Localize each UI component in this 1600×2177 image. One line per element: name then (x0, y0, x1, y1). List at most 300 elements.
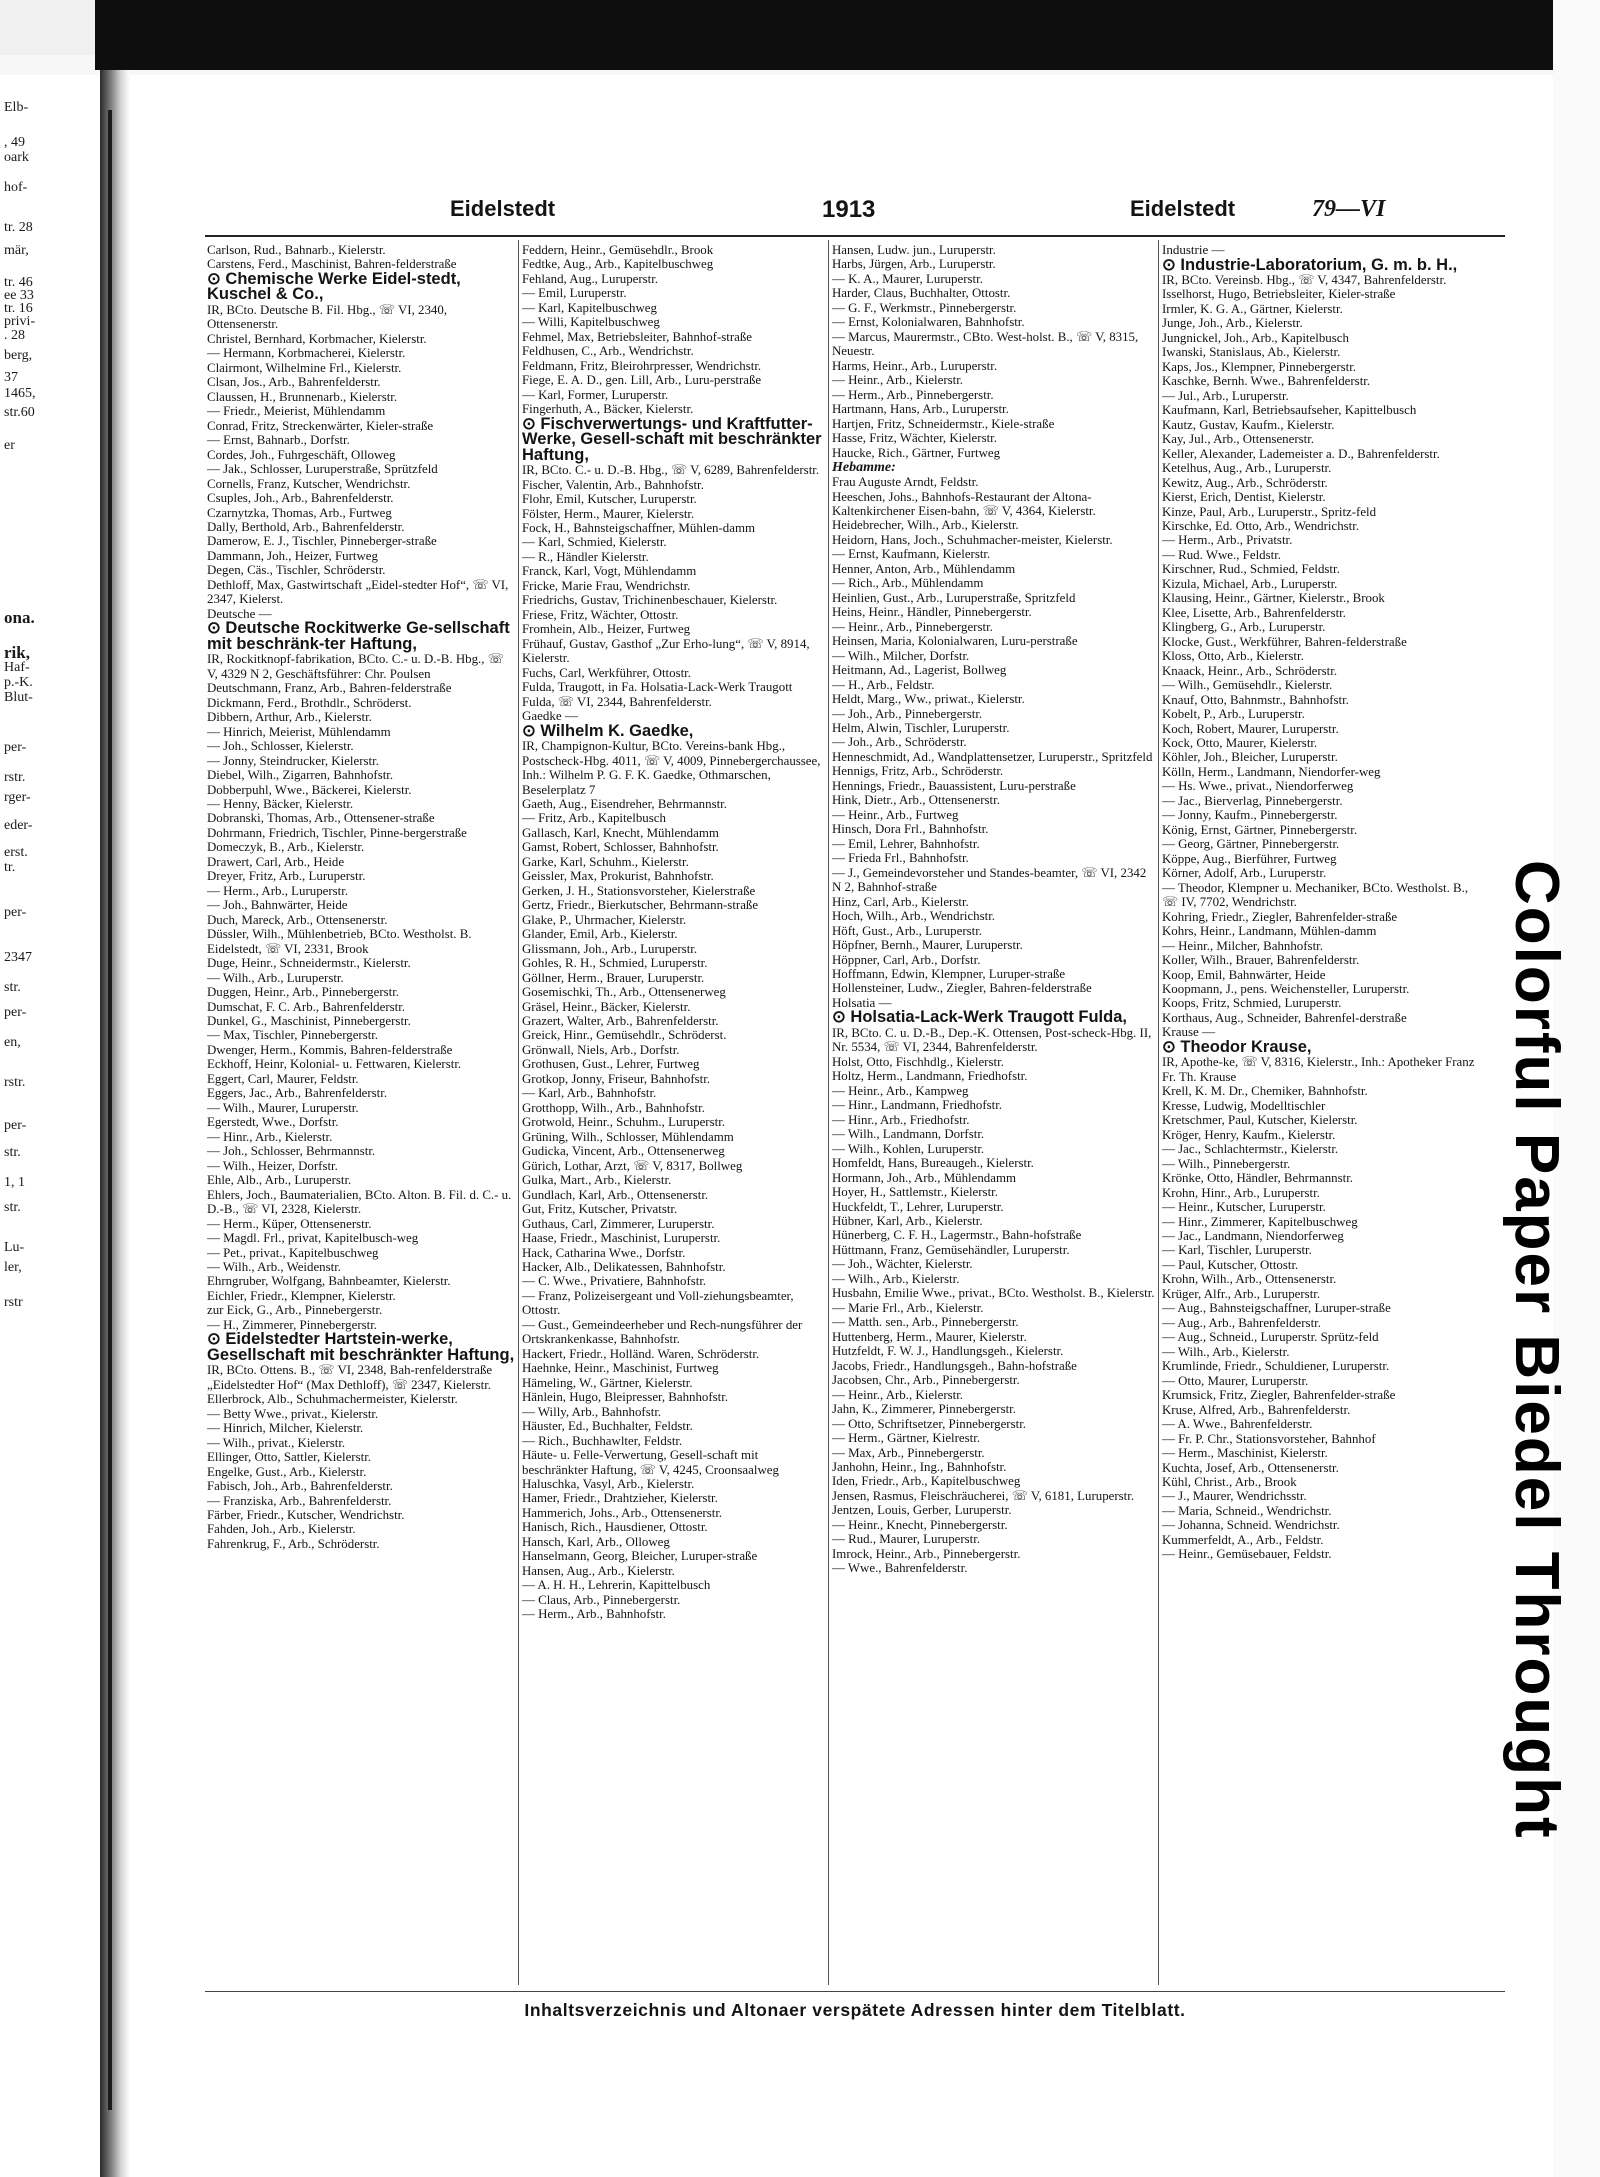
directory-entry: Kretschmer, Paul, Kutscher, Kielerstr. (1162, 1113, 1358, 1128)
stub-fragment: 2347 (4, 950, 32, 965)
directory-entry: — Herm., Arb., Privatstr. (1162, 533, 1293, 548)
directory-entry: Knaack, Heinr., Arb., Schröderstr. (1162, 663, 1338, 678)
directory-entry: Kock, Otto, Maurer, Kielerstr. (1162, 736, 1318, 750)
directory-entry: Grazert, Walter, Arb., Bahrenfelderstr. (522, 1014, 719, 1028)
directory-entry: Ehlers, Joch., Baumaterialien, BCto. Alton. B. Fil. d. C.- u. D.-B., ☏ VI, 2328, Kielerstr. (207, 1187, 512, 1217)
directory-entry: Damerow, E. J., Tischler, Pinneberger-straße (207, 534, 437, 549)
directory-entry: — Betty Wwe., privat., Kielerstr. (207, 1406, 379, 1421)
directory-entry: Diebel, Wilh., Zigarren, Bahnhofstr. (207, 768, 394, 783)
directory-entry: — Jak., Schlosser, Luruperstraße, Sprützfeld (207, 462, 438, 477)
stub-fragment: ona. (4, 608, 35, 627)
directory-entry: Friese, Fritz, Wächter, Ottostr. (522, 607, 679, 622)
directory-entry: — Wilh., Landmann, Dorfstr. (832, 1127, 985, 1142)
directory-entry: — Heinr., Arb., Kielerstr. (832, 1387, 964, 1402)
directory-entry: — Rud. Wwe., Feldstr. (1162, 547, 1281, 562)
directory-entry: Fuchs, Carl, Werkführer, Ottostr. (522, 665, 691, 680)
directory-entry: Gerken, J. H., Stationsvorsteher, Kielerstraße (522, 883, 756, 898)
directory-entry: — Emil, Luruperstr. (522, 286, 627, 301)
directory-entry: — Aug., Schneid., Luruperstr. Sprütz-feld (1162, 1330, 1379, 1345)
directory-entry: Koop, Emil, Bahnwärter, Heide (1162, 967, 1326, 982)
directory-entry: — Joh., Bahnwärter, Heide (207, 898, 348, 913)
directory-entry: — Wilh., Gemüsehdlr., Kielerstr. (1162, 678, 1333, 693)
directory-entry: Hartjen, Fritz, Schneidermstr., Kiele-straße (832, 416, 1055, 431)
stub-fragment: str.60 (4, 405, 35, 420)
stub-fragment: rger- (4, 790, 31, 805)
directory-entry: Holst, Otto, Fischhdlg., Kielerstr. (832, 1054, 1004, 1069)
directory-entry: — Rud., Maurer, Luruperstr. (832, 1532, 981, 1547)
directory-entry: Hasse, Fritz, Wächter, Kielerstr. (832, 431, 997, 446)
directory-entry: Dohrmann, Friedrich, Tischler, Pinne-bergerstraße (207, 825, 467, 840)
header-rule (205, 235, 1505, 237)
directory-entry: — Willy, Arb., Bahnhofstr. (522, 1404, 662, 1419)
directory-entry: — Paul, Kutscher, Ottostr. (1162, 1257, 1299, 1272)
stub-fragment: Blut- (4, 690, 33, 705)
directory-entry: Kautz, Gustav, Kaufm., Kielerstr. (1162, 417, 1335, 432)
directory-entry: — Ernst, Bahnarb., Dorfstr. (207, 433, 350, 448)
directory-entry: — Wilh., Arb., Luruperstr. (207, 970, 344, 985)
stub-fragment: tr. 16 (4, 301, 33, 316)
directory-entry: Husbahn, Emilie Wwe., privat., BCto. Westholst. B., Kielerstr. (832, 1286, 1155, 1301)
firm-entry: ⊙ Wilhelm K. Gaedke, (522, 721, 694, 740)
directory-entry: Cordes, Joh., Fuhrgeschäft, Olloweg (207, 447, 396, 462)
directory-entry: Fromhein, Alb., Heizer, Furtweg (522, 622, 691, 637)
directory-entry: Hinsch, Dora Frl., Bahnhofstr. (832, 822, 989, 837)
stub-fragment: tr. (4, 860, 16, 875)
stub-fragment: 1465, (4, 386, 36, 401)
book-gutter (100, 70, 130, 2177)
directory-entry: — Wilh., Maurer, Luruperstr. (207, 1100, 359, 1115)
directory-entry: Keller, Alexander, Lademeister a. D., Bahrenfelderstr. (1162, 446, 1440, 461)
directory-entry: Kröger, Henry, Kaufm., Kielerstr. (1162, 1127, 1336, 1142)
directory-entry: Dobberpuhl, Wwe., Bäckerei, Kielerstr. (207, 782, 412, 797)
directory-entry: — Jac., Schlachtermstr., Kielerstr. (1162, 1142, 1339, 1157)
directory-entry: — Jac., Landmann, Niendorferweg (1162, 1229, 1344, 1243)
directory-entry: Hammerich, Johs., Arb., Ottensenerstr. (522, 1505, 723, 1520)
firm-entry: ⊙ Holsatia-Lack-Werk Traugott Fulda, (832, 1008, 1127, 1027)
directory-entry: Krumlinde, Friedr., Schuldiener, Luruperstr. (1162, 1359, 1390, 1374)
directory-entry: Gulka, Mart., Arb., Kielerstr. (522, 1173, 672, 1188)
directory-entry: Koller, Wilh., Brauer, Bahrenfelderstr. (1162, 953, 1360, 968)
directory-entry: Gertz, Friedr., Bierkutscher, Behrmann-straße (522, 898, 759, 913)
directory-entry: Henneschmidt, Ad., Wandplattensetzer, Luruperstr., Spritzfeld (832, 749, 1153, 764)
directory-entry: Harder, Claus, Buchhalter, Ottostr. (832, 286, 1011, 301)
directory-column-1 (207, 243, 515, 1983)
directory-entry: — Jul., Arb., Luruperstr. (1162, 388, 1289, 403)
directory-entry: — Heinr., Knecht, Pinnebergerstr. (832, 1517, 1008, 1532)
directory-entry: Irmler, K. G. A., Gärtner, Kielerstr. (1162, 301, 1343, 316)
directory-entry: Hansen, Ludw. jun., Luruperstr. (832, 243, 996, 257)
directory-entry: Haehnke, Heinr., Maschinist, Furtweg (522, 1361, 719, 1376)
section-heading: Hebamme: (832, 460, 896, 476)
directory-entry: — R., Händler Kielerstr. (522, 549, 649, 564)
directory-entry: Häuster, Ed., Buchhalter, Feldstr. (522, 1419, 693, 1434)
directory-entry: Gamst, Robert, Schlosser, Bahnhofstr. (522, 840, 719, 855)
directory-entry: Eggers, Jac., Arb., Bahrenfelderstr. (207, 1086, 388, 1101)
directory-entry: Gallasch, Karl, Knecht, Mühlendamm (522, 825, 719, 840)
directory-entry: Hollensteiner, Ludw., Ziegler, Bahren-felderstraße (832, 981, 1092, 996)
directory-entry: Feldhusen, C., Arb., Wendrichstr. (522, 344, 694, 359)
directory-entry: — Karl, Kapitelbuschweg (522, 300, 657, 315)
directory-entry: Dibbern, Arthur, Arb., Kielerstr. (207, 710, 372, 725)
directory-entry: — Joh., Wächter, Kielerstr. (832, 1257, 973, 1272)
directory-entry: Heitmann, Ad., Lagerist, Bollweg (832, 663, 1007, 678)
stub-fragment: ler, (4, 1260, 22, 1275)
directory-entry: Deutschmann, Franz, Arb., Bahren-felderstraße (207, 681, 452, 696)
directory-entry: — G. F., Werkmstr., Pinnebergerstr. (832, 300, 1017, 315)
section-heading: Holsatia — (832, 994, 892, 1010)
directory-entry: — Emil, Lehrer, Bahnhofstr. (832, 836, 980, 851)
directory-entry: — Jonny, Kaufm., Pinnebergerstr. (1162, 808, 1338, 823)
directory-entry: Frau Auguste Arndt, Feldstr. (832, 475, 979, 490)
directory-entry: — Henny, Bäcker, Kielerstr. (207, 796, 354, 811)
directory-entry: Hansch, Karl, Arb., Olloweg (522, 1534, 670, 1549)
directory-entry: Klee, Lisette, Arb., Bahrenfelderstr. (1162, 605, 1346, 620)
directory-entry: zur Eick, G., Arb., Pinnebergerstr. (207, 1303, 383, 1318)
directory-entry: — Willi, Kapitelbuschweg (522, 315, 660, 330)
directory-entry: Fölster, Herm., Maurer, Kielerstr. (522, 506, 695, 521)
directory-entry: — Wilh., Kohlen, Luruperstr. (832, 1141, 985, 1156)
directory-entry: Hübner, Karl, Arb., Kielerstr. (832, 1214, 983, 1228)
directory-entry: Guthaus, Carl, Zimmerer, Luruperstr. (522, 1216, 715, 1231)
directory-entry: Huckfeldt, T., Lehrer, Luruperstr. (832, 1199, 1004, 1214)
directory-entry: Kresse, Ludwig, Modelltischler (1162, 1098, 1326, 1113)
directory-entry: Homfeldt, Hans, Bureaugeh., Kielerstr. (832, 1156, 1034, 1171)
directory-entry: Feddern, Heinr., Gemüsehdlr., Brook (522, 243, 714, 257)
directory-entry: — Otto, Maurer, Luruperstr. (1162, 1373, 1309, 1388)
directory-entry: Häute- u. Felle-Verwertung, Gesell-schaft mit beschränkter Haftung, ☏ V, 4245, Croonsaalweg (522, 1448, 779, 1477)
directory-entry: Hennigs, Fritz, Arb., Schröderstr. (832, 764, 1004, 779)
edge-label: Colorful Paper Biedel Throught (1502, 860, 1571, 1840)
directory-entry: Hinz, Carl, Arb., Kielerstr. (832, 894, 969, 909)
firm-entry: ⊙ Theodor Krause, (1162, 1037, 1312, 1056)
directory-entry: — Joh., Schlosser, Behrmannstr. (207, 1144, 376, 1159)
directory-entry: Haluschka, Vasyl, Arb., Kielerstr. (522, 1477, 695, 1491)
directory-entry: Krohn, Hinr., Arb., Luruperstr. (1162, 1185, 1320, 1200)
directory-entry: Gosemischki, Th., Arb., Ottensenerweg (522, 985, 726, 1000)
stub-fragment: 1, 1 (4, 1175, 25, 1190)
stub-fragment: rstr (4, 1295, 23, 1310)
directory-entry: Hartmann, Hans, Arb., Luruperstr. (832, 402, 1009, 417)
directory-entry: Garke, Karl, Schuhm., Kielerstr. (522, 854, 689, 869)
directory-entry: IR, BCto. C.- u. D.-B. Hbg., ☏ V, 6289, Bahrenfelderstr. (522, 463, 820, 478)
directory-entry: Krell, K. M. Dr., Chemiker, Bahnhofstr. (1162, 1084, 1368, 1099)
stub-fragment: eder- (4, 818, 33, 833)
directory-entry: Gudicka, Vincent, Arb., Ottensenerweg (522, 1144, 725, 1159)
stub-fragment: per- (4, 905, 27, 920)
page-footer: Inhaltsverzeichnis und Altonaer verspätete Adressen hinter dem Titelblatt. (524, 2000, 1186, 2020)
directory-entry: — Jonny, Steindrucker, Kielerstr. (207, 753, 379, 768)
column-divider (828, 240, 829, 1985)
directory-entry: Kaschke, Bernh. Wwe., Bahrenfelderstr. (1162, 374, 1371, 389)
directory-entry: Fischer, Valentin, Arb., Bahnhofstr. (522, 477, 704, 492)
directory-entry: — Heinr., Arb., Pinnebergerstr. (832, 619, 993, 634)
directory-entry: — Marie Frl., Arb., Kielerstr. (832, 1300, 984, 1315)
directory-entry: Carstens, Ferd., Maschinist, Bahren-felderstraße (207, 257, 457, 272)
directory-entry: Ketelhus, Aug., Arb., Luruperstr. (1162, 461, 1332, 476)
stub-fragment: Haf- (4, 660, 30, 675)
directory-entry: Kirschke, Ed. Otto, Arb., Wendrichstr. (1162, 518, 1360, 533)
directory-entry: — Max, Tischler, Pinnebergerstr. (207, 1028, 379, 1043)
directory-entry: Höpfner, Bernh., Maurer, Luruperstr. (832, 938, 1023, 953)
stub-fragment: str. (4, 1145, 21, 1160)
directory-entry: Egerstedt, Wwe., Dorfstr. (207, 1115, 339, 1130)
directory-entry: Hoyer, H., Sattlemstr., Kielerstr. (832, 1185, 998, 1200)
directory-entry: Hackert, Friedr., Holländ. Waren, Schröderstr. (522, 1346, 760, 1361)
scan-margin-left (0, 0, 95, 55)
directory-entry: Kohrs, Heinr., Landmann, Mühlen-damm (1162, 924, 1377, 939)
directory-entry: — Joh., Arb., Schröderstr. (832, 735, 967, 750)
directory-entry: Ehrngruber, Wolfgang, Bahnbeamter, Kielerstr. (207, 1274, 451, 1289)
directory-entry: „Eidelstedter Hof“ (Max Dethloff), ☏ 2347, Kielerstr. (207, 1377, 491, 1392)
directory-entry: Jentzen, Louis, Gerber, Luruperstr. (832, 1503, 1012, 1518)
section-heading: Krause — (1162, 1024, 1216, 1040)
directory-entry: — Aug., Bahnsteigschaffner, Luruper-straße (1162, 1301, 1391, 1316)
directory-entry: — Karl, Former, Luruperstr. (522, 387, 669, 402)
directory-entry: — Matth. sen., Arb., Pinnebergerstr. (832, 1315, 1019, 1330)
directory-entry: Geissler, Max, Prokurist, Bahnhofstr. (522, 869, 714, 884)
directory-entry: — Heinr., Arb., Kielerstr. (832, 373, 964, 388)
directory-entry: Hoch, Wilh., Arb., Wendrichstr. (832, 909, 996, 924)
directory-entry: Fiege, E. A. D., gen. Lill, Arb., Luru-perstraße (522, 373, 762, 388)
directory-entry: Höppner, Carl, Arb., Dorfstr. (832, 952, 981, 967)
directory-entry: Clsan, Jos., Arb., Bahrenfelderstr. (207, 375, 381, 390)
section-heading: Gaedke — (522, 708, 578, 724)
directory-entry: Feldmann, Fritz, Bleirohrpresser, Wendrichstr. (522, 358, 762, 373)
directory-entry: — H., Zimmerer, Pinnebergerstr. (207, 1317, 378, 1332)
directory-entry: — H., Arb., Feldstr. (832, 677, 935, 692)
directory-entry: — Hinrich, Milcher, Kielerstr. (207, 1421, 364, 1436)
directory-entry: — Claus, Arb., Pinnebergerstr. (522, 1592, 681, 1607)
directory-entry: Kaps, Jos., Klempner, Pinnebergerstr. (1162, 359, 1357, 374)
directory-entry: Engelke, Gust., Arb., Kielerstr. (207, 1464, 367, 1479)
directory-entry: Henner, Anton, Arb., Mühlendamm (832, 561, 1016, 576)
directory-entry: Klocke, Gust., Werkführer, Bahren-felderstraße (1162, 634, 1407, 649)
directory-entry: — Herm., Gärtner, Kielrestr. (832, 1431, 981, 1446)
column-divider (1158, 240, 1159, 1985)
directory-entry: Knauf, Otto, Bahnmstr., Bahnhofstr. (1162, 692, 1349, 707)
directory-entry: Imrock, Heinr., Arb., Pinnebergerstr. (832, 1546, 1021, 1561)
stub-fragment: rstr. (4, 770, 26, 785)
directory-entry: Flohr, Emil, Kutscher, Luruperstr. (522, 492, 697, 507)
directory-entry: Isselhorst, Hugo, Betriebsleiter, Kieler-straße (1162, 287, 1396, 302)
directory-entry: — Aug., Arb., Bahrenfelderstr. (1162, 1315, 1321, 1330)
directory-entry: Fahrenkrug, F., Arb., Schröderstr. (207, 1536, 380, 1551)
directory-entry: — A. H. H., Lehrerin, Kapittelbusch (522, 1578, 711, 1593)
directory-entry: Göllner, Herm., Brauer, Luruperstr. (522, 970, 705, 985)
directory-entry: — Karl, Schmied, Kielerstr. (522, 535, 667, 550)
column-divider (518, 240, 519, 1985)
directory-entry: Körner, Adolf, Arb., Luruperstr. (1162, 866, 1327, 881)
directory-entry: Hacker, Alb., Delikatessen, Bahnhofstr. (522, 1259, 726, 1274)
directory-entry: — Wwe., Bahrenfelderstr. (832, 1561, 968, 1576)
directory-entry: — K. A., Maurer, Luruperstr. (832, 271, 983, 286)
directory-entry: Kohring, Friedr., Ziegler, Bahrenfelder-straße (1162, 909, 1398, 924)
directory-entry: — Ernst, Kolonialwaren, Bahnhofstr. (832, 315, 1025, 330)
header-right-title: Eidelstedt (1130, 196, 1236, 221)
stub-fragment: berg, (4, 348, 33, 363)
directory-entry: Hünerberg, C. F. H., Lagermstr., Bahn-hofstraße (832, 1228, 1082, 1243)
directory-entry: Domeczyk, B., Arb., Kielerstr. (207, 840, 365, 855)
directory-entry: Conrad, Fritz, Streckenwärter, Kieler-straße (207, 418, 434, 433)
directory-entry: — Heinr., Gemüsebauer, Feldstr. (1162, 1547, 1332, 1562)
stub-fragment: tr. 46 (4, 275, 33, 290)
directory-entry: Hansen, Aug., Arb., Kielerstr. (522, 1563, 675, 1578)
directory-entry: Kaufmann, Karl, Betriebsaufseher, Kapittelbusch (1162, 403, 1417, 418)
directory-entry: — Karl, Arb., Bahnhofstr. (522, 1086, 657, 1101)
directory-entry: Friedrichs, Gustav, Trichinenbeschauer, Kielerstr. (522, 593, 778, 608)
directory-entry: Clairmont, Wilhelmine Frl., Kielerstr. (207, 360, 402, 375)
directory-entry: Haase, Friedr., Maschinist, Luruperstr. (522, 1231, 721, 1246)
directory-entry: Eggert, Carl, Maurer, Feldstr. (207, 1071, 359, 1086)
directory-entry: — Hinrich, Meierist, Mühlendamm (207, 724, 391, 739)
directory-entry: Kewitz, Aug., Arb., Schröderstr. (1162, 475, 1328, 490)
directory-entry: Fingerhuth, A., Bäcker, Kielerstr. (522, 402, 694, 417)
stub-fragment: Elb- (4, 100, 29, 115)
directory-entry: — Friedr., Meierist, Mühlendamm (207, 404, 386, 419)
directory-entry: — Wilh., Milcher, Dorfstr. (832, 648, 970, 663)
directory-entry: — Karl, Tischler, Luruperstr. (1162, 1243, 1312, 1258)
directory-entry: Grüning, Wilh., Schlosser, Mühlendamm (522, 1129, 734, 1144)
stub-fragment: per- (4, 740, 27, 755)
directory-entry: Klingberg, G., Arb., Luruperstr. (1162, 620, 1326, 635)
header-left-title: Eidelstedt (450, 196, 556, 221)
directory-entry: Hänlein, Hugo, Bleipresser, Bahnhofstr. (522, 1390, 729, 1405)
directory-entry: IR, BCto. Ottens. B., ☏ VI, 2348, Bah-renfelderstraße (207, 1363, 493, 1378)
directory-entry: Koopmann, J., pens. Weichensteller, Luruperstr. (1162, 981, 1410, 996)
stub-fragment: ee 33 (4, 288, 34, 303)
stub-fragment: 37 (4, 370, 18, 385)
directory-entry: Haucke, Rich., Gärtner, Furtweg (832, 445, 1001, 460)
directory-entry: Koops, Fritz, Schmied, Luruperstr. (1162, 996, 1342, 1011)
directory-entry: Dally, Berthold, Arb., Bahrenfelderstr. (207, 519, 405, 534)
directory-entry: Iwanski, Stanislaus, Ab., Kielerstr. (1162, 345, 1341, 360)
directory-entry: Harbs, Jürgen, Arb., Luruperstr. (832, 257, 996, 272)
stub-fragment: er (4, 438, 15, 453)
directory-entry: Dobranski, Thomas, Arb., Ottensener-straße (207, 811, 435, 826)
directory-entry: Koch, Robert, Maurer, Luruperstr. (1162, 721, 1339, 736)
directory-entry: — Wilh., Pinnebergerstr. (1162, 1156, 1291, 1171)
stub-fragment: mär, (4, 243, 29, 258)
directory-entry: Heins, Heinr., Händler, Pinnebergerstr. (832, 605, 1032, 620)
directory-entry: Glander, Emil, Arb., Kielerstr. (522, 927, 678, 942)
directory-entry: — Rich., Arb., Mühlendamm (832, 576, 984, 591)
stub-fragment: rik, (4, 643, 30, 662)
directory-entry: — Herm., Arb., Luruperstr. (207, 883, 349, 898)
firm-entry: ⊙ Eidelstedter Hartstein-werke, Gesellschaft mit beschränkter Haftung, (207, 1330, 515, 1364)
stub-fragment: p.-K. (4, 675, 33, 690)
directory-entry: Jacobs, Friedr., Handlungsgeh., Bahn-hofstraße (832, 1358, 1077, 1373)
directory-entry: Kloss, Otto, Arb., Kielerstr. (1162, 649, 1304, 664)
directory-entry: Krüger, Alfr., Arb., Luruperstr. (1162, 1286, 1321, 1301)
directory-entry: — Marcus, Maurermstr., CBto. West-holst. B., ☏ V, 8315, Neuestr. (832, 329, 1139, 359)
directory-entry: — Hinr., Landmann, Friedhofstr. (832, 1098, 1003, 1113)
directory-entry: — Georg, Gärtner, Pinnebergerstr. (1162, 837, 1340, 852)
directory-entry: — J., Gemeindevorsteher und Standes-beamter, ☏ VI, 2342 N 2, Bahnhof-straße (832, 865, 1147, 895)
directory-entry: — Rich., Buchhawlter, Feldstr. (522, 1433, 683, 1448)
directory-entry: Kuchta, Josef, Arb., Ottensenerstr. (1162, 1460, 1339, 1475)
directory-entry: Ellinger, Otto, Sattler, Kielerstr. (207, 1450, 372, 1465)
directory-entry: Fahden, Joh., Arb., Kielerstr. (207, 1522, 356, 1537)
directory-entry: — Heinr., Milcher, Bahnhofstr. (1162, 938, 1323, 953)
directory-entry: Jacobsen, Chr., Arb., Pinnebergerstr. (832, 1373, 1020, 1388)
directory-entry: Kinze, Paul, Arb., Luruperstr., Spritz-feld (1162, 504, 1377, 519)
directory-entry: — Heinr., Arb., Kampweg (832, 1083, 969, 1098)
directory-entry: Grotthopp, Wilh., Arb., Bahnhofstr. (522, 1100, 705, 1115)
directory-entry: Kierst, Erich, Dentist, Kielerstr. (1162, 490, 1326, 505)
directory-entry: Janhohn, Heinr., Ing., Bahnhofstr. (832, 1459, 1007, 1474)
directory-entry: Hanisch, Rich., Hausdiener, Ottostr. (522, 1520, 708, 1535)
directory-entry: Helm, Alwin, Tischler, Luruperstr. (832, 721, 1010, 735)
directory-entry: Fedtke, Aug., Arb., Kapitelbuschweg (522, 257, 714, 272)
directory-entry: Heeschen, Johs., Bahnhofs-Restaurant der Altona-Kaltenkirchener Eisen-bahn, ☏ V, 4364, Kielerstr. (832, 489, 1096, 518)
directory-entry: Gohles, R. H., Schmied, Luruperstr. (522, 956, 708, 971)
stub-fragment: Lu- (4, 1240, 25, 1255)
directory-entry: — Herm., Arb., Bahnhofstr. (522, 1607, 666, 1622)
directory-entry: Hennings, Friedr., Bauassistent, Luru-perstraße (832, 778, 1076, 793)
directory-entry: — Herm., Arb., Pinnebergerstr. (832, 387, 994, 402)
directory-entry: Krumsick, Fritz, Ziegler, Bahrenfelder-straße (1162, 1388, 1396, 1403)
directory-entry: Hoffmann, Edwin, Klempner, Luruper-straße (832, 966, 1066, 981)
directory-entry: — Hinr., Arb., Friedhofstr. (832, 1112, 970, 1127)
directory-entry: Jensen, Rasmus, Fleischräucherei, ☏ V, 6181, Luruperstr. (832, 1488, 1135, 1503)
directory-entry: Kobelt, P., Arb., Luruperstr. (1162, 707, 1305, 722)
directory-entry: — Wilh., Heizer, Dorfstr. (207, 1158, 338, 1173)
directory-entry: Iden, Friedr., Arb., Kapitelbuschweg (832, 1474, 1021, 1489)
directory-entry: — Heinr., Kutscher, Luruperstr. (1162, 1200, 1326, 1215)
directory-entry: Cornells, Franz, Kutscher, Wendrichstr. (207, 476, 411, 491)
directory-entry: — Jac., Bierverlag, Pinnebergerstr. (1162, 793, 1343, 808)
directory-entry: Fricke, Marie Frau, Wendrichstr. (522, 578, 691, 593)
directory-entry: — Pet., privat., Kapitelbuschweg (207, 1245, 379, 1260)
directory-entry: Gaeth, Aug., Eisendreher, Behrmannstr. (522, 796, 727, 811)
directory-entry: Czarnytzka, Thomas, Arb., Furtweg (207, 505, 392, 520)
directory-entry: — C. Wwe., Privatiere, Bahnhofstr. (522, 1274, 707, 1289)
directory-entry: Glissmann, Joh., Arb., Luruperstr. (522, 941, 698, 956)
directory-entry: IR, BCto. Vereinsb. Hbg., ☏ V, 4347, Bahrenfelderstr. (1162, 273, 1447, 287)
firm-entry: ⊙ Fischverwertungs- und Kraftfutter-Werke, Gesell-schaft mit beschränkter Haftung, (522, 414, 822, 464)
scan-top-band (95, 0, 1560, 70)
directory-entry: IR, BCto. C. u. D.-B., Dep.-K. Ottensen, Post-scheck-Hbg. II, Nr. 5534, ☏ VI, 2344, Bahrenfelderstr. (832, 1025, 1152, 1055)
directory-entry: Duge, Heinr., Schneidermstr., Kielerstr. (207, 956, 411, 971)
directory-entry: Christel, Bernhard, Korbmacher, Kielerstr. (207, 331, 427, 346)
directory-entry: — Frieda Frl., Bahnhofstr. (832, 851, 969, 866)
directory-entry: Fehmel, Max, Betriebsleiter, Bahnhof-straße (522, 329, 753, 344)
stub-fragment: . 28 (4, 328, 25, 343)
stub-fragment: , 49 (4, 135, 25, 150)
directory-entry: Grotwold, Heinr., Schuhm., Luruperstr. (522, 1115, 726, 1130)
directory-entry: Dickmann, Ferd., Brothdlr., Schröderst. (207, 695, 412, 710)
stub-fragment: hof- (4, 180, 28, 195)
directory-entry: — Herm., Maschinist, Kielerstr. (1162, 1446, 1328, 1461)
directory-entry: Duggen, Heinr., Arb., Pinnebergerstr. (207, 985, 400, 1000)
directory-entry: — A. Wwe., Bahrenfelderstr. (1162, 1417, 1313, 1432)
stub-fragment: per- (4, 1005, 27, 1020)
directory-entry: Dwenger, Herm., Kommis, Bahren-felderstraße (207, 1042, 453, 1057)
directory-entry: Huttenberg, Herm., Maurer, Kielerstr. (832, 1329, 1027, 1344)
directory-entry: Glake, P., Uhrmacher, Kielerstr. (522, 912, 687, 927)
directory-entry: Kölln, Herm., Landmann, Niendorfer-weg (1162, 764, 1381, 779)
section-heading: Industrie — (1162, 243, 1225, 257)
directory-entry: IR, BCto. Deutsche B. Fil. Hbg., ☏ VI, 2340, Ottensenerstr. (207, 302, 448, 332)
directory-entry: — Gust., Gemeindeerheber und Rech-nungsführer der Ortskrankenkasse, Bahnhofstr. (522, 1317, 803, 1347)
directory-entry: — Hinr., Zimmerer, Kapitelbuschweg (1162, 1214, 1358, 1229)
directory-entry: — Franz, Polizeisergeant und Voll-ziehungsbeamter, Ottostr. (522, 1288, 794, 1318)
directory-entry: Kay, Jul., Arb., Ottensenerstr. (1162, 432, 1315, 447)
directory-entry: — Max, Arb., Pinnebergerstr. (832, 1445, 985, 1460)
directory-entry: Dammann, Joh., Heizer, Furtweg (207, 548, 378, 563)
directory-entry: — Theodor, Klempner u. Mechaniker, BCto. Westholst. B., ☏ IV, 7702, Wendrichstr. (1162, 880, 1469, 910)
directory-entry: Dreyer, Fritz, Arb., Luruperstr. (207, 869, 366, 884)
